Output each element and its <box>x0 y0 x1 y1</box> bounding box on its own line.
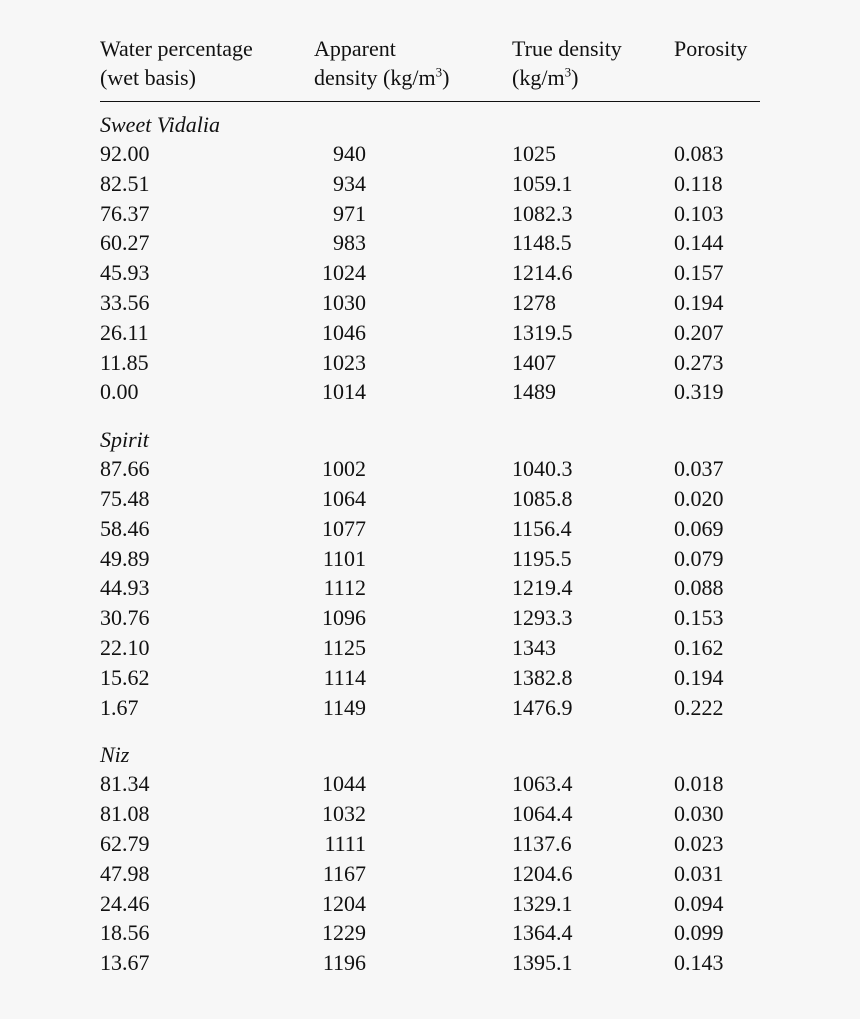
true-density-cell: 1156.4 <box>512 515 572 541</box>
apparent-density-cell: 1077 <box>322 515 366 541</box>
header-true-unit: (kg/m <box>512 65 565 90</box>
true-density-cell: 1219.4 <box>512 575 573 601</box>
header-apparent-unit: density (kg/m <box>314 65 436 90</box>
header-true-unit-exponent: 3 <box>564 64 572 80</box>
density-porosity-table <box>100 34 760 978</box>
table-row <box>100 228 760 258</box>
table-row <box>100 799 760 829</box>
true-density-cell: 1059.1 <box>512 170 573 196</box>
table-row <box>100 258 760 288</box>
porosity-cell: 0.031 <box>674 860 724 886</box>
table-row <box>100 514 760 544</box>
table-row <box>100 484 760 514</box>
water-percentage-cell: 15.62 <box>100 664 150 690</box>
porosity-cell: 0.222 <box>674 694 724 720</box>
water-percentage-cell: 45.93 <box>100 260 150 286</box>
apparent-density-cell: 1024 <box>322 260 366 286</box>
water-percentage-cell: 18.56 <box>100 920 150 946</box>
porosity-cell: 0.118 <box>674 170 723 196</box>
table-row <box>100 769 760 799</box>
header-apparent-unit-exponent: 3 <box>435 64 443 80</box>
true-density-cell: 1204.6 <box>512 860 573 886</box>
porosity-cell: 0.020 <box>674 485 724 511</box>
porosity-cell: 0.144 <box>674 230 724 256</box>
table-row <box>100 139 760 169</box>
apparent-density-cell: 1112 <box>323 575 366 601</box>
apparent-density-cell: 971 <box>333 200 366 226</box>
true-density-cell: 1319.5 <box>512 319 573 345</box>
true-density-cell: 1489 <box>512 379 556 405</box>
apparent-density-cell: 1046 <box>322 319 366 345</box>
section-title: Niz <box>100 742 130 768</box>
header-true-density <box>512 34 622 92</box>
apparent-density-cell: 1114 <box>323 664 366 690</box>
true-density-cell: 1293.3 <box>512 605 573 631</box>
apparent-density-cell: 1044 <box>322 771 366 797</box>
water-percentage-cell: 26.11 <box>100 319 149 345</box>
apparent-density-cell: 1002 <box>322 456 366 482</box>
table-row <box>100 948 760 978</box>
apparent-density-cell: 1030 <box>322 289 366 315</box>
porosity-cell: 0.207 <box>674 319 724 345</box>
header-apparent-line1: Apparent <box>314 36 396 61</box>
water-percentage-cell: 81.34 <box>100 771 150 797</box>
apparent-density-cell: 983 <box>333 230 366 256</box>
true-density-cell: 1214.6 <box>512 260 573 286</box>
water-percentage-cell: 92.00 <box>100 141 150 166</box>
table-row <box>100 199 760 229</box>
true-density-cell: 1064.4 <box>512 801 573 827</box>
apparent-density-cell: 1111 <box>324 830 366 856</box>
table-row <box>100 859 760 889</box>
true-density-cell: 1195.5 <box>512 545 572 571</box>
table-row <box>100 454 760 484</box>
water-percentage-cell: 75.48 <box>100 485 150 511</box>
water-percentage-cell: 49.89 <box>100 545 150 571</box>
table-row <box>100 889 760 919</box>
porosity-cell: 0.099 <box>674 920 724 946</box>
porosity-cell: 0.037 <box>674 456 724 482</box>
water-percentage-cell: 62.79 <box>100 830 150 856</box>
header-apparent-line2 <box>314 63 449 92</box>
table-row <box>100 377 760 407</box>
water-percentage-cell: 81.08 <box>100 801 150 827</box>
porosity-cell: 0.194 <box>674 289 724 315</box>
water-percentage-cell: 76.37 <box>100 200 150 226</box>
water-percentage-cell: 47.98 <box>100 860 150 886</box>
apparent-density-cell: 1204 <box>322 890 366 916</box>
true-density-cell: 1085.8 <box>512 485 573 511</box>
apparent-density-cell: 1096 <box>322 605 366 631</box>
header-porosity-label: Porosity <box>674 36 748 61</box>
header-true-unit-close: ) <box>571 65 579 90</box>
porosity-cell: 0.319 <box>674 379 724 405</box>
table-header <box>100 34 760 102</box>
water-percentage-cell: 1.67 <box>100 694 139 720</box>
true-density-cell: 1329.1 <box>512 890 573 916</box>
true-density-cell: 1395.1 <box>512 950 573 976</box>
table-row <box>100 693 760 723</box>
porosity-cell: 0.088 <box>674 575 724 601</box>
true-density-cell: 1148.5 <box>512 230 572 256</box>
true-density-cell: 1382.8 <box>512 664 573 690</box>
apparent-density-cell: 1196 <box>322 950 366 976</box>
table-row <box>100 663 760 693</box>
water-percentage-cell: 22.10 <box>100 634 150 660</box>
table-row <box>100 348 760 378</box>
true-density-cell: 1278 <box>512 289 556 315</box>
header-apparent-density <box>314 34 449 92</box>
porosity-cell: 0.143 <box>674 950 724 976</box>
apparent-density-cell: 1149 <box>322 694 366 720</box>
header-apparent-unit-close: ) <box>442 65 450 90</box>
porosity-cell: 0.083 <box>674 141 724 166</box>
table-row <box>100 573 760 603</box>
apparent-density-cell: 1125 <box>322 634 366 660</box>
header-true-line2 <box>512 63 622 92</box>
true-density-cell: 1407 <box>512 349 556 375</box>
true-density-cell: 1364.4 <box>512 920 573 946</box>
true-density-cell: 1025 <box>512 141 556 166</box>
header-water-line1: Water percentage <box>100 36 253 61</box>
apparent-density-cell: 1032 <box>322 801 366 827</box>
true-density-cell: 1137.6 <box>512 830 572 856</box>
porosity-cell: 0.273 <box>674 349 724 375</box>
porosity-cell: 0.030 <box>674 801 724 827</box>
true-density-cell: 1063.4 <box>512 771 573 797</box>
header-water-percentage <box>100 34 253 92</box>
porosity-cell: 0.157 <box>674 260 724 286</box>
water-percentage-cell: 33.56 <box>100 289 150 315</box>
table-row <box>100 829 760 859</box>
porosity-cell: 0.103 <box>674 200 724 226</box>
apparent-density-cell: 1014 <box>322 379 366 405</box>
porosity-cell: 0.023 <box>674 830 724 856</box>
apparent-density-cell: 1023 <box>322 349 366 375</box>
water-percentage-cell: 82.51 <box>100 170 150 196</box>
true-density-cell: 1082.3 <box>512 200 573 226</box>
water-percentage-cell: 87.66 <box>100 456 150 482</box>
table-row <box>100 918 760 948</box>
water-percentage-cell: 44.93 <box>100 575 150 601</box>
porosity-cell: 0.094 <box>674 890 724 916</box>
true-density-cell: 1343 <box>512 634 556 660</box>
apparent-density-cell: 1229 <box>322 920 366 946</box>
table-row <box>100 603 760 633</box>
porosity-cell: 0.069 <box>674 515 724 541</box>
header-porosity <box>674 34 747 63</box>
porosity-cell: 0.153 <box>674 605 724 631</box>
water-percentage-cell: 58.46 <box>100 515 150 541</box>
table-row <box>100 169 760 199</box>
table-row <box>100 288 760 318</box>
apparent-density-cell: 1064 <box>322 485 366 511</box>
table-row <box>100 633 760 663</box>
true-density-cell: 1476.9 <box>512 694 573 720</box>
porosity-cell: 0.194 <box>674 664 724 690</box>
section-title: Spirit <box>100 427 149 453</box>
apparent-density-cell: 1167 <box>322 860 366 886</box>
porosity-cell: 0.162 <box>674 634 724 660</box>
water-percentage-cell: 60.27 <box>100 230 150 256</box>
porosity-cell: 0.079 <box>674 545 724 571</box>
section-title: Sweet Vidalia <box>100 112 220 137</box>
apparent-density-cell: 1101 <box>322 545 366 571</box>
water-percentage-cell: 30.76 <box>100 605 150 631</box>
true-density-cell: 1040.3 <box>512 456 573 482</box>
apparent-density-cell: 934 <box>333 170 366 196</box>
water-percentage-cell: 13.67 <box>100 950 150 976</box>
table-body <box>100 111 760 978</box>
porosity-cell: 0.018 <box>674 771 724 797</box>
apparent-density-cell: 940 <box>333 141 366 166</box>
water-percentage-cell: 0.00 <box>100 379 139 405</box>
table-row <box>100 544 760 574</box>
table-row <box>100 318 760 348</box>
header-true-line1: True density <box>512 36 622 61</box>
water-percentage-cell: 24.46 <box>100 890 150 916</box>
water-percentage-cell: 11.85 <box>100 349 149 375</box>
header-water-line2: (wet basis) <box>100 65 196 90</box>
